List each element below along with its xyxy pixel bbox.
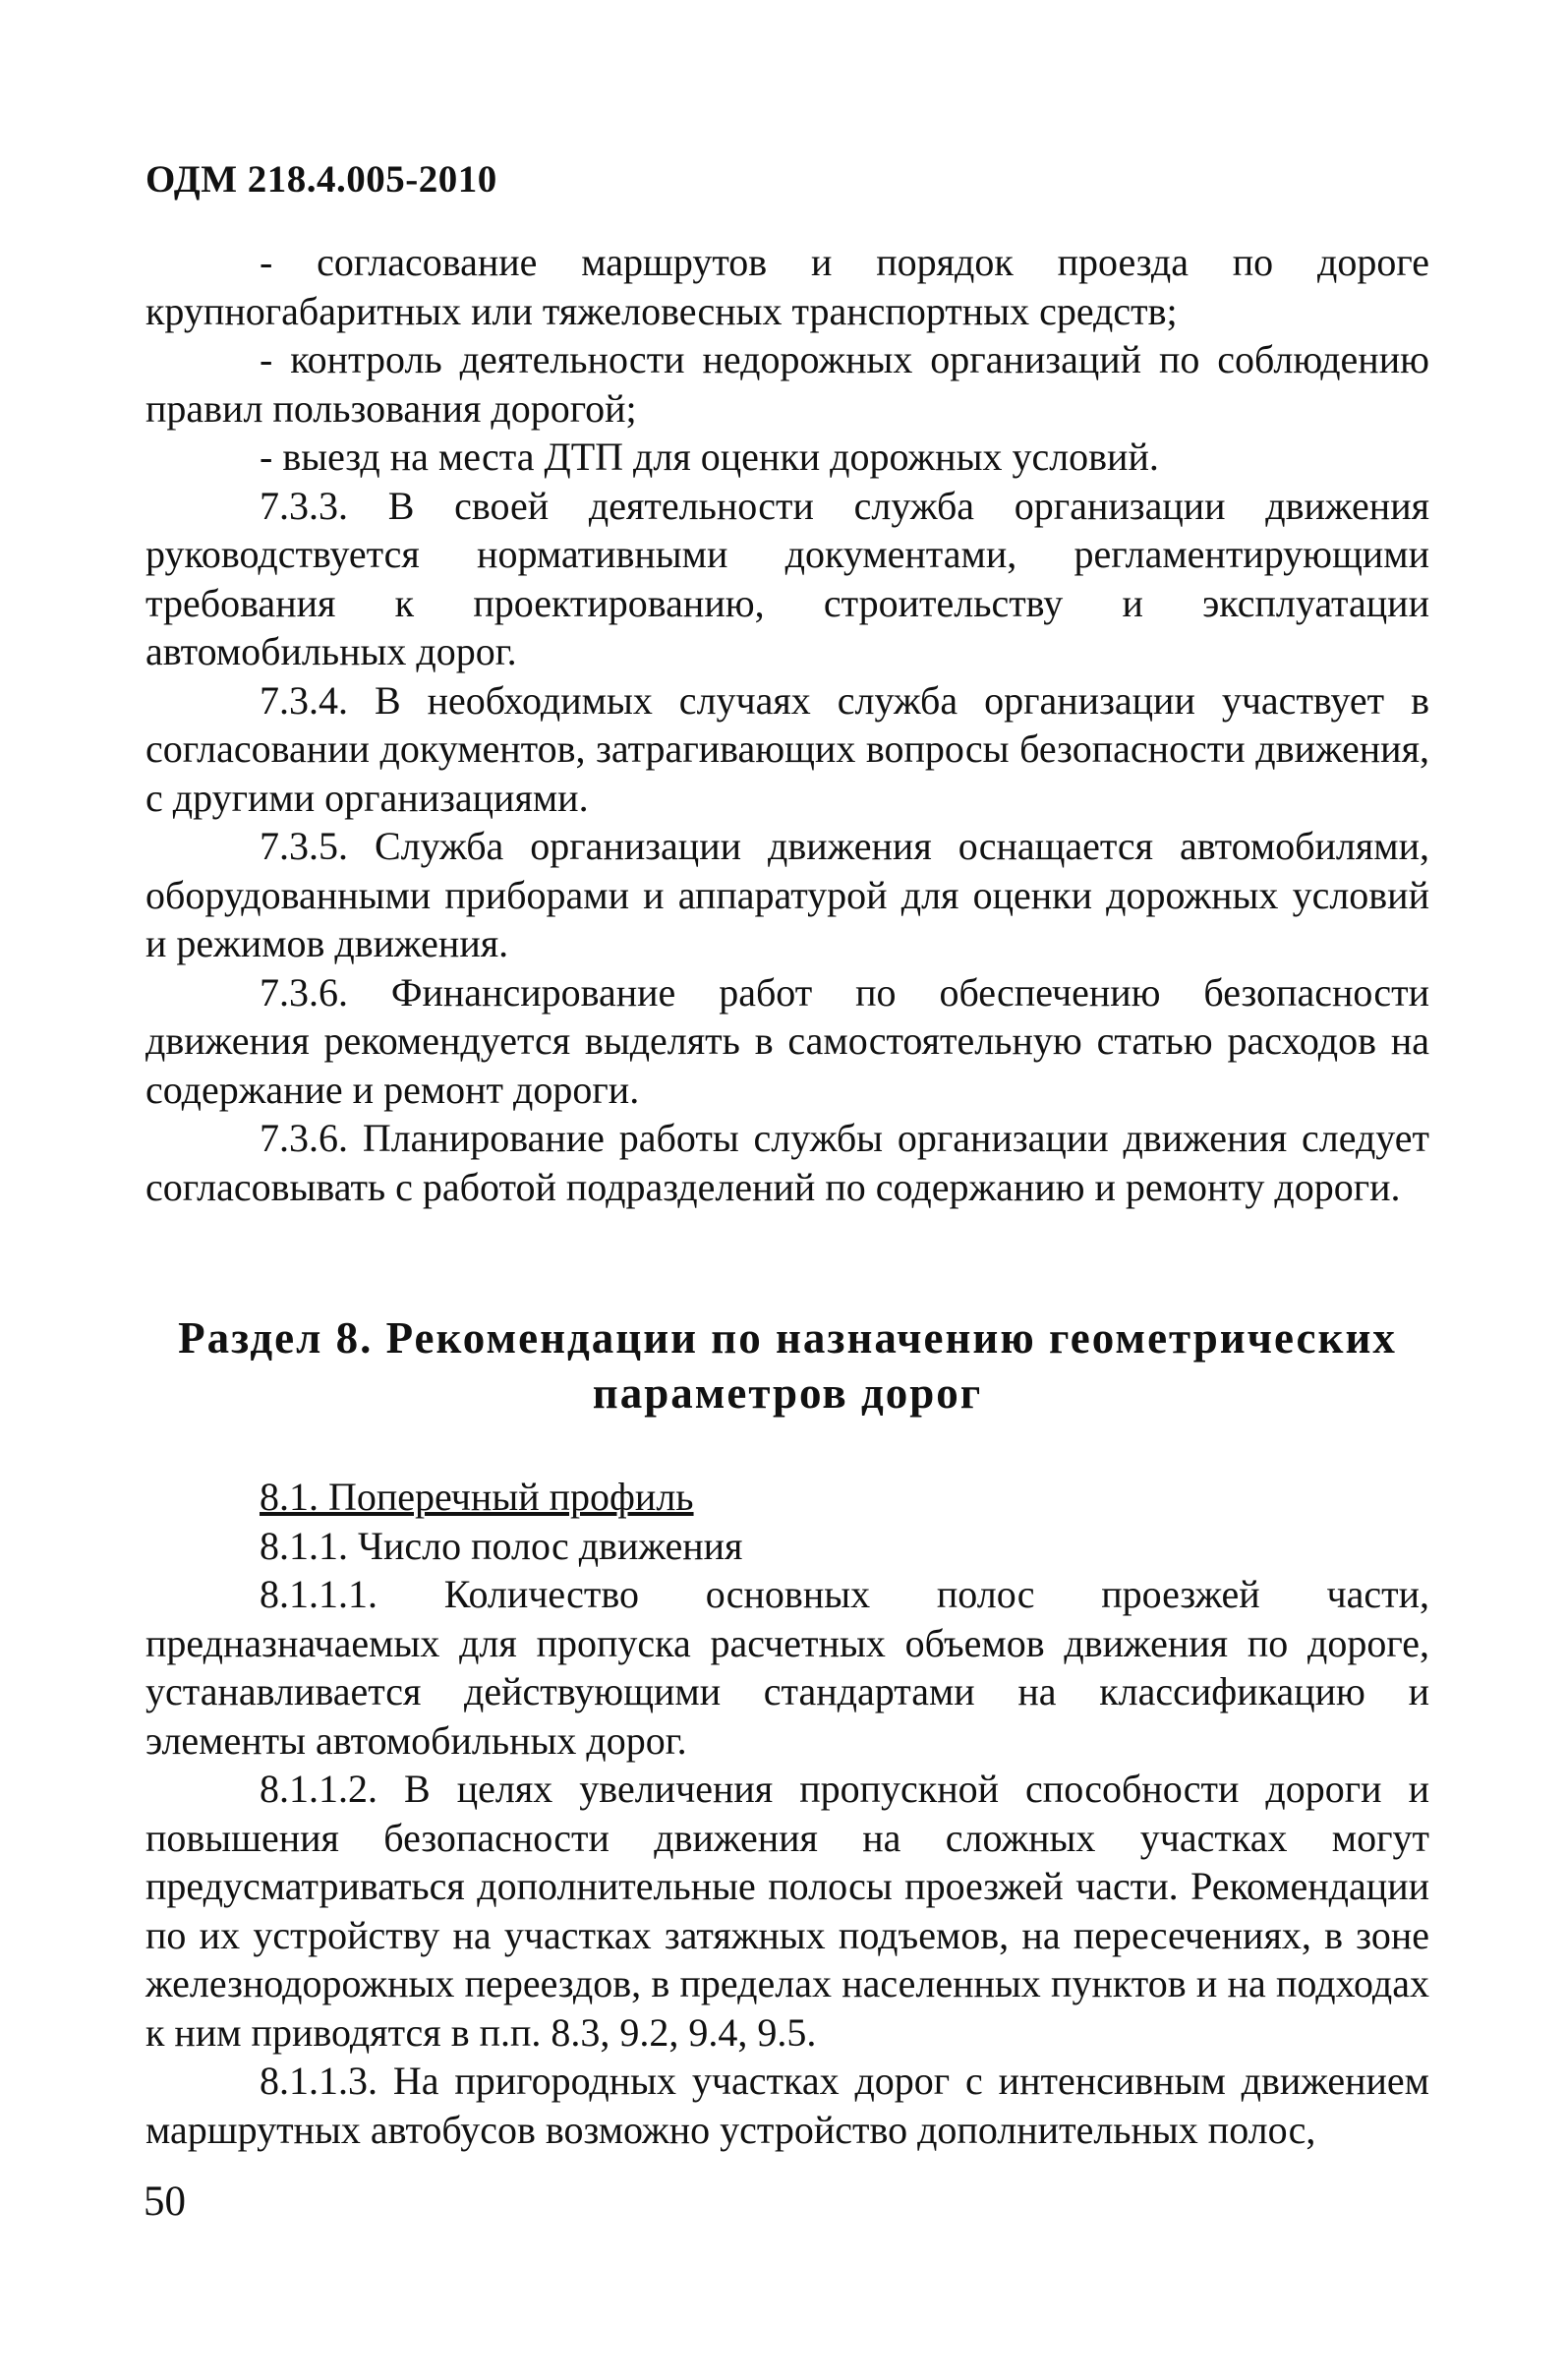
paragraph: 8.1.1.2. В целях увеличения пропускной способности дороги и повышения безопасности движения на сложных участках могут предусматриваться дополнительные полосы проезжей части. Рекомендации по их устройству на участках затяжных подъемов, на пересечениях, в зоне железнодорожных переездов, в пределах населенных пунктов и на подходах к ним приводятся в п.п. 8.3, 9.2, 9.4, 9.5.	[145, 1767, 1429, 2055]
section-title-line-1: Раздел 8. Рекомендации по назначению геометрических	[178, 1313, 1397, 1363]
paragraph: 7.3.3. В своей деятельности служба организации движения руководствуется нормативными документами, регламентирующими требования к проектированию, строительству и эксплуатации автомобильных дорог.	[145, 483, 1429, 673]
paragraph: 7.3.6. Финансирование работ по обеспечению безопасности движения рекомендуется выделять в самостоятельную статью расходов на содержание и ремонт дороги.	[145, 969, 1429, 1112]
paragraph: - выезд на места ДТП для оценки дорожных условий.	[260, 435, 1159, 479]
paragraph: 8.1.1.3. На пригородных участках дорог с интенсивным движением маршрутных автобусов возможно устройство дополнительных полос,	[145, 2059, 1429, 2152]
subheading-cross-profile	[260, 1473, 694, 1522]
section-title-line-2: параметров дорог	[592, 1368, 983, 1418]
paragraph: 8.1.1.1. Количество основных полос проезжей части, предназначаемых для пропуска расчетных объемов движения по дороге, устанавливается действующими стандартами на классификацию и элементы автомобильных дорог.	[145, 1572, 1429, 1763]
subheading-text: 8.1. Поперечный профиль	[260, 1475, 694, 1519]
page-number: 50	[144, 2178, 186, 2225]
paragraph: 7.3.4. В необходимых случаях служба организации участвует в согласовании документов, затрагивающих вопросы безопасности движения, с другими организациями.	[145, 677, 1429, 820]
section-8-text	[145, 1570, 1429, 2154]
paragraph: - согласование маршрутов и порядок проезда по дороге крупногабаритных или тяжеловесных транспортных средств;	[145, 240, 1429, 333]
subheading-lanes: 8.1.1. Число полос движения	[260, 1524, 743, 1568]
paragraph: 7.3.5. Служба организации движения оснащается автомобилями, оборудованными приборами и аппаратурой для оценки дорожных условий и режимов движения.	[145, 824, 1429, 965]
section-7-text	[145, 238, 1429, 1211]
section-8-title	[145, 1310, 1429, 1421]
paragraph: - контроль деятельности недорожных организаций по соблюдению правил пользования дорогой;	[145, 337, 1429, 431]
paragraph: 7.3.6. Планирование работы службы организации движения следует согласовывать с работой подразделений по содержанию и ремонту дороги.	[145, 1116, 1429, 1209]
document-code: ОДМ 218.4.005-2010	[145, 158, 497, 201]
